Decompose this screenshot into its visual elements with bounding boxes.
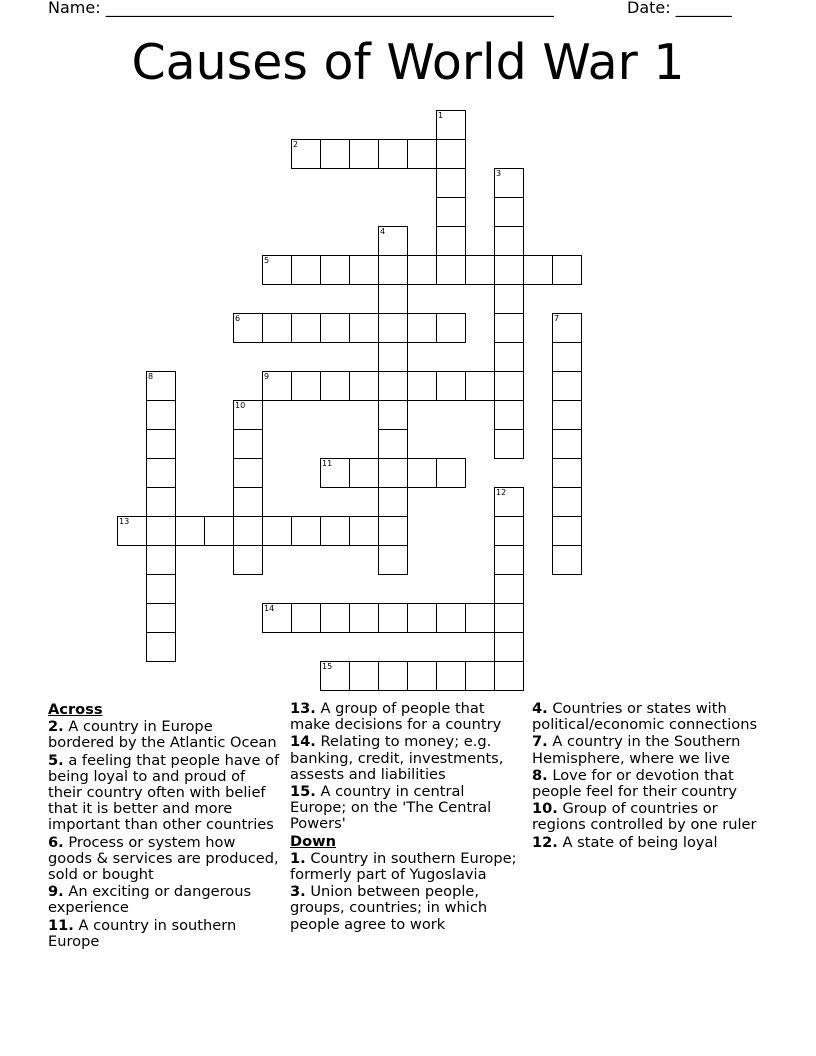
clues-column-1 bbox=[48, 701, 283, 951]
grid-cell[interactable] bbox=[378, 342, 408, 372]
clue-down-7 bbox=[532, 734, 767, 766]
grid-cell[interactable] bbox=[146, 603, 176, 633]
grid-cell[interactable] bbox=[465, 255, 495, 285]
grid-cell[interactable] bbox=[494, 284, 524, 314]
clues-column-2 bbox=[290, 701, 525, 934]
grid-cell[interactable] bbox=[291, 139, 321, 169]
grid-cell[interactable] bbox=[233, 429, 263, 459]
grid-cell[interactable] bbox=[436, 226, 466, 256]
clue-across-6 bbox=[48, 835, 283, 884]
clue-number: 13. bbox=[290, 700, 316, 717]
grid-cell[interactable] bbox=[407, 661, 437, 691]
clues-column-3 bbox=[532, 701, 767, 852]
grid-cell[interactable] bbox=[378, 139, 408, 169]
grid-cell[interactable] bbox=[436, 661, 466, 691]
grid-cell[interactable] bbox=[378, 255, 408, 285]
clue-down-8 bbox=[532, 768, 767, 800]
clue-down-1 bbox=[290, 851, 525, 883]
grid-cell[interactable] bbox=[465, 661, 495, 691]
cell-number: 14 bbox=[264, 604, 275, 613]
grid-cell[interactable] bbox=[320, 371, 350, 401]
grid-cell[interactable] bbox=[233, 313, 263, 343]
cell-number: 13 bbox=[119, 517, 130, 526]
grid-cell[interactable] bbox=[233, 545, 263, 575]
grid-cell[interactable] bbox=[349, 516, 379, 546]
grid-cell[interactable] bbox=[407, 139, 437, 169]
clue-text: Process or system how goods & services are produced, sold or bought bbox=[48, 833, 279, 884]
grid-cell[interactable] bbox=[494, 574, 524, 604]
grid-cell[interactable] bbox=[552, 400, 582, 430]
clue-number: 8. bbox=[532, 766, 548, 784]
grid-cell[interactable] bbox=[436, 313, 466, 343]
cell-number: 2 bbox=[293, 140, 299, 149]
grid-cell[interactable] bbox=[146, 429, 176, 459]
grid-cell[interactable] bbox=[407, 313, 437, 343]
down-heading: Down bbox=[290, 832, 337, 850]
grid-cell[interactable] bbox=[262, 313, 292, 343]
cell-number: 10 bbox=[235, 401, 246, 410]
grid-cell[interactable] bbox=[436, 110, 466, 140]
clue-across-13 bbox=[290, 701, 525, 733]
grid-cell[interactable] bbox=[291, 255, 321, 285]
grid-cell[interactable] bbox=[552, 545, 582, 575]
cell-number: 8 bbox=[148, 372, 154, 381]
grid-cell[interactable] bbox=[494, 429, 524, 459]
clue-number: 6. bbox=[48, 833, 64, 851]
grid-cell[interactable] bbox=[378, 313, 408, 343]
grid-cell[interactable] bbox=[378, 226, 408, 256]
clue-across-5 bbox=[48, 753, 283, 834]
grid-cell[interactable] bbox=[436, 603, 466, 633]
grid-cell[interactable] bbox=[494, 516, 524, 546]
grid-cell[interactable] bbox=[494, 371, 524, 401]
cell-number: 1 bbox=[438, 111, 444, 120]
grid-cell[interactable] bbox=[378, 603, 408, 633]
grid-cell[interactable] bbox=[552, 487, 582, 517]
clue-number: 5. bbox=[48, 751, 64, 769]
grid-cell[interactable] bbox=[436, 139, 466, 169]
grid-cell[interactable] bbox=[436, 458, 466, 488]
grid-cell[interactable] bbox=[146, 458, 176, 488]
page-title: Causes of World War 1 bbox=[131, 34, 685, 91]
grid-cell[interactable] bbox=[233, 516, 263, 546]
clue-number: 2. bbox=[48, 718, 64, 736]
clue-text: A country in central Europe; on the 'The Central Powers' bbox=[290, 783, 492, 833]
grid-cell[interactable] bbox=[146, 574, 176, 604]
grid-cell[interactable] bbox=[378, 429, 408, 459]
grid-cell[interactable] bbox=[436, 255, 466, 285]
grid-cell[interactable] bbox=[349, 139, 379, 169]
grid-cell[interactable] bbox=[407, 371, 437, 401]
clue-number: 12. bbox=[532, 833, 558, 851]
clue-text: A country in southern Europe bbox=[48, 916, 237, 950]
grid-cell[interactable] bbox=[552, 313, 582, 343]
grid-cell[interactable] bbox=[494, 603, 524, 633]
grid-cell[interactable] bbox=[552, 429, 582, 459]
grid-cell[interactable] bbox=[465, 371, 495, 401]
clue-number: 11. bbox=[48, 916, 74, 934]
clue-text: A state of being loyal bbox=[562, 833, 718, 851]
cell-number: 11 bbox=[322, 459, 333, 468]
cell-number: 9 bbox=[264, 372, 270, 381]
grid-cell[interactable] bbox=[291, 371, 321, 401]
grid-cell[interactable] bbox=[494, 400, 524, 430]
clue-across-15 bbox=[290, 784, 525, 833]
clue-number: 14. bbox=[290, 733, 316, 751]
grid-cell[interactable] bbox=[494, 545, 524, 575]
clue-text: Group of countries or regions controlled by one ruler bbox=[532, 800, 757, 834]
cell-number: 15 bbox=[322, 662, 333, 671]
across-heading: Across bbox=[48, 701, 103, 718]
grid-cell[interactable] bbox=[349, 458, 379, 488]
grid-cell[interactable] bbox=[233, 400, 263, 430]
grid-cell[interactable] bbox=[407, 255, 437, 285]
grid-cell[interactable] bbox=[320, 255, 350, 285]
grid-cell[interactable] bbox=[494, 661, 524, 691]
grid-cell[interactable] bbox=[552, 342, 582, 372]
name-label: Name: bbox=[48, 0, 101, 17]
grid-cell[interactable] bbox=[291, 516, 321, 546]
grid-cell[interactable] bbox=[349, 603, 379, 633]
grid-cell[interactable] bbox=[378, 371, 408, 401]
clue-down-4 bbox=[532, 701, 767, 733]
grid-cell[interactable] bbox=[378, 545, 408, 575]
clue-text: Countries or states with political/economic connections bbox=[532, 700, 758, 734]
clue-number: 4. bbox=[532, 700, 548, 717]
clue-text: Country in southern Europe; formerly part of Yugoslavia bbox=[290, 849, 517, 884]
clue-text: A group of people that make decisions for a country bbox=[290, 700, 502, 734]
grid-cell[interactable] bbox=[262, 371, 292, 401]
grid-cell[interactable] bbox=[494, 487, 524, 517]
grid-cell[interactable] bbox=[320, 603, 350, 633]
grid-cell[interactable] bbox=[291, 603, 321, 633]
grid-cell[interactable] bbox=[320, 458, 350, 488]
clue-number: 3. bbox=[290, 883, 306, 901]
cell-number: 5 bbox=[264, 256, 270, 265]
grid-cell[interactable] bbox=[378, 284, 408, 314]
grid-cell[interactable] bbox=[436, 168, 466, 198]
grid-cell[interactable] bbox=[378, 516, 408, 546]
clue-across-14 bbox=[290, 734, 525, 783]
cell-number: 4 bbox=[380, 227, 386, 236]
grid-cell[interactable] bbox=[494, 342, 524, 372]
name-blank[interactable]: ________________________________________________________ bbox=[105, 0, 554, 17]
grid-cell[interactable] bbox=[262, 516, 292, 546]
clue-text: An exciting or dangerous experience bbox=[48, 883, 252, 917]
grid-cell[interactable] bbox=[552, 516, 582, 546]
grid-cell[interactable] bbox=[320, 516, 350, 546]
grid-cell[interactable] bbox=[146, 632, 176, 662]
grid-cell[interactable] bbox=[494, 632, 524, 662]
clue-number: 10. bbox=[532, 800, 558, 818]
clue-down-12 bbox=[532, 835, 767, 851]
clue-text: Love for or devotion that people feel for their country bbox=[532, 766, 738, 801]
grid-cell[interactable] bbox=[175, 516, 205, 546]
grid-cell[interactable] bbox=[146, 400, 176, 430]
grid-cell[interactable] bbox=[262, 255, 292, 285]
cell-number: 12 bbox=[496, 488, 507, 497]
grid-cell[interactable] bbox=[233, 487, 263, 517]
clue-across-2 bbox=[48, 719, 283, 751]
clue-text: A country in Europe bordered by the Atlantic Ocean bbox=[48, 718, 277, 752]
grid-cell[interactable] bbox=[204, 516, 234, 546]
grid-cell[interactable] bbox=[320, 661, 350, 691]
cell-number: 3 bbox=[496, 169, 502, 178]
grid-cell[interactable] bbox=[117, 516, 147, 546]
grid-cell[interactable] bbox=[552, 458, 582, 488]
grid-cell[interactable] bbox=[436, 371, 466, 401]
grid-cell[interactable] bbox=[407, 603, 437, 633]
clue-number: 9. bbox=[48, 883, 64, 901]
grid-cell[interactable] bbox=[552, 371, 582, 401]
grid-cell[interactable] bbox=[146, 516, 176, 546]
clue-text: a feeling that people have of being loyal to and proud of their country often with belief that it is better and more important than other countries bbox=[48, 751, 280, 834]
clue-down-10 bbox=[532, 801, 767, 833]
grid-cell[interactable] bbox=[146, 545, 176, 575]
grid-cell[interactable] bbox=[262, 603, 292, 633]
clue-text: Union between people, groups, countries; in which people agree to work bbox=[290, 883, 488, 933]
grid-cell[interactable] bbox=[465, 603, 495, 633]
clue-across-11 bbox=[48, 918, 283, 950]
grid-cell[interactable] bbox=[523, 255, 553, 285]
clue-across-9 bbox=[48, 884, 283, 916]
grid-cell[interactable] bbox=[494, 168, 524, 198]
grid-cell[interactable] bbox=[291, 313, 321, 343]
grid-cell[interactable] bbox=[378, 661, 408, 691]
grid-cell[interactable] bbox=[436, 197, 466, 227]
date-blank[interactable]: _______ bbox=[675, 0, 732, 17]
grid-cell[interactable] bbox=[378, 487, 408, 517]
clue-number: 7. bbox=[532, 733, 548, 751]
grid-cell[interactable] bbox=[494, 313, 524, 343]
grid-cell[interactable] bbox=[320, 139, 350, 169]
grid-cell[interactable] bbox=[378, 458, 408, 488]
grid-cell[interactable] bbox=[233, 458, 263, 488]
date-label: Date: bbox=[627, 0, 671, 17]
grid-cell[interactable] bbox=[494, 226, 524, 256]
grid-cell[interactable] bbox=[146, 487, 176, 517]
grid-cell[interactable] bbox=[349, 371, 379, 401]
clue-down-3 bbox=[290, 884, 525, 933]
grid-cell[interactable] bbox=[349, 661, 379, 691]
grid-cell[interactable] bbox=[146, 371, 176, 401]
grid-cell[interactable] bbox=[407, 458, 437, 488]
grid-cell[interactable] bbox=[320, 313, 350, 343]
cell-number: 6 bbox=[235, 314, 241, 323]
grid-cell[interactable] bbox=[378, 400, 408, 430]
clue-text: A country in the Southern Hemisphere, where we live bbox=[532, 733, 741, 767]
clue-number: 15. bbox=[290, 783, 316, 801]
clue-text: Relating to money; e.g. banking, credit, investments, assests and liabilities bbox=[290, 733, 504, 783]
grid-cell[interactable] bbox=[349, 313, 379, 343]
grid-cell[interactable] bbox=[552, 255, 582, 285]
grid-cell[interactable] bbox=[494, 255, 524, 285]
grid-cell[interactable] bbox=[494, 197, 524, 227]
clue-number: 1. bbox=[290, 849, 306, 867]
grid-cell[interactable] bbox=[349, 255, 379, 285]
cell-number: 7 bbox=[554, 314, 560, 323]
